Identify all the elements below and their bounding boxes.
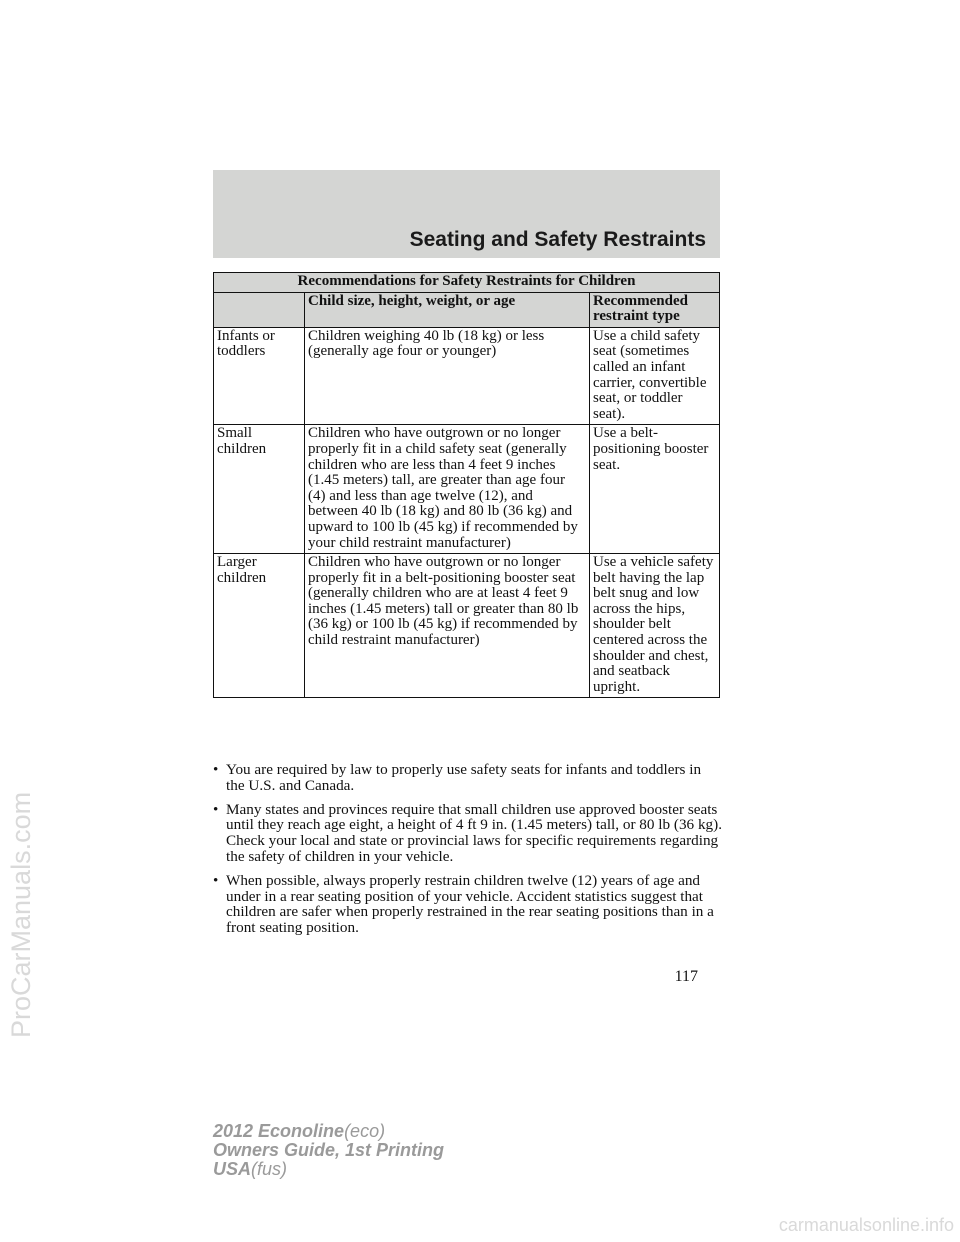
list-item-text: When possible, always properly restrain children twelve (12) years of age and under in a rear seating position of your vehicle. Accident statistics suggest that children are safer when properly restrained in the rear seating positions than in a front seating position. bbox=[226, 871, 714, 937]
bullet-marker: • bbox=[213, 800, 219, 818]
footer-market-code: (fus) bbox=[251, 1159, 288, 1179]
footer bbox=[213, 1122, 444, 1179]
table-cell-restraint-type: Use a belt-positioning booster seat. bbox=[590, 425, 720, 554]
footer-line-1 bbox=[213, 1122, 444, 1141]
table-cell-child-size: Children who have outgrown or no longer properly fit in a child safety seat (generally children who are less than 4 feet 9 inches (1.45 meters) tall, are greater than age four (4) and less than age twelve (12), and between 40 lb (18 kg) and 80 lb (36 kg) and upward to 100 lb (45 kg) if recommended by your child restraint manufacturer) bbox=[305, 425, 590, 554]
list-item-text: You are required by law to properly use safety seats for infants and toddlers in the U.S. and Canada. bbox=[226, 761, 702, 794]
footer-model-code: (eco) bbox=[344, 1121, 386, 1141]
table-caption: Recommendations for Safety Restraints for Children bbox=[214, 273, 720, 293]
restraint-recommendations-table bbox=[213, 272, 720, 698]
table-cell-restraint-type: Use a child safety seat (sometimes called an infant carrier, convertible seat, or toddler seat). bbox=[590, 327, 720, 425]
section-title: Seating and Safety Restraints bbox=[409, 228, 706, 251]
list-item bbox=[213, 873, 723, 936]
bullet-marker: • bbox=[213, 871, 219, 889]
list-item bbox=[213, 762, 723, 794]
table-header-row bbox=[214, 292, 720, 327]
section-header bbox=[213, 170, 720, 258]
column-header-category bbox=[214, 292, 305, 327]
table-row bbox=[214, 425, 720, 554]
table-caption-row bbox=[214, 273, 720, 293]
footer-model: 2012 Econoline bbox=[213, 1121, 345, 1141]
footer-market: USA bbox=[213, 1159, 252, 1179]
watermark-bottom: carmanualsonline.info bbox=[778, 1215, 954, 1235]
list-item bbox=[213, 802, 723, 865]
table-cell-child-size: Children weighing 40 lb (18 kg) or less (generally age four or younger) bbox=[305, 327, 590, 425]
bullet-marker: • bbox=[213, 761, 219, 778]
table-cell-category: Larger children bbox=[214, 554, 305, 698]
table-cell-category: Small children bbox=[214, 425, 305, 554]
table-cell-category: Infants or toddlers bbox=[214, 327, 305, 425]
column-header-child-size: Child size, height, weight, or age bbox=[305, 292, 590, 327]
footer-edition: Owners Guide, 1st Printing bbox=[213, 1140, 445, 1160]
table-cell-restraint-type: Use a vehicle safety belt having the lap belt snug and low across the hips, shoulder belt centered across the shoulder and chest, and seatback upright. bbox=[590, 554, 720, 698]
footer-line-2 bbox=[213, 1141, 444, 1160]
table-row bbox=[214, 327, 720, 425]
table-row bbox=[214, 554, 720, 698]
column-header-restraint-type: Recommended restraint type bbox=[590, 292, 720, 327]
footer-line-3 bbox=[213, 1160, 444, 1179]
watermark-left: ProCarManuals.com bbox=[6, 791, 36, 1038]
safety-notes-list bbox=[213, 762, 723, 944]
list-item-text: Many states and provinces require that small children use approved booster seats until they reach age eight, a height of 4 ft 9 in. (1.45 meters) tall, or 80 lb (36 kg). Check your local and state or provincial laws for specific requirements regarding the safety of children in your vehicle. bbox=[226, 800, 722, 865]
table-cell-child-size: Children who have outgrown or no longer properly fit in a belt-positioning booster seat (generally children who are at least 4 feet 9 inches (1.45 meters) tall or greater than 80 lb (36 kg) or 100 lb (45 kg) if recommended by child restraint manufacturer) bbox=[305, 554, 590, 698]
page-number: 117 bbox=[674, 968, 698, 985]
